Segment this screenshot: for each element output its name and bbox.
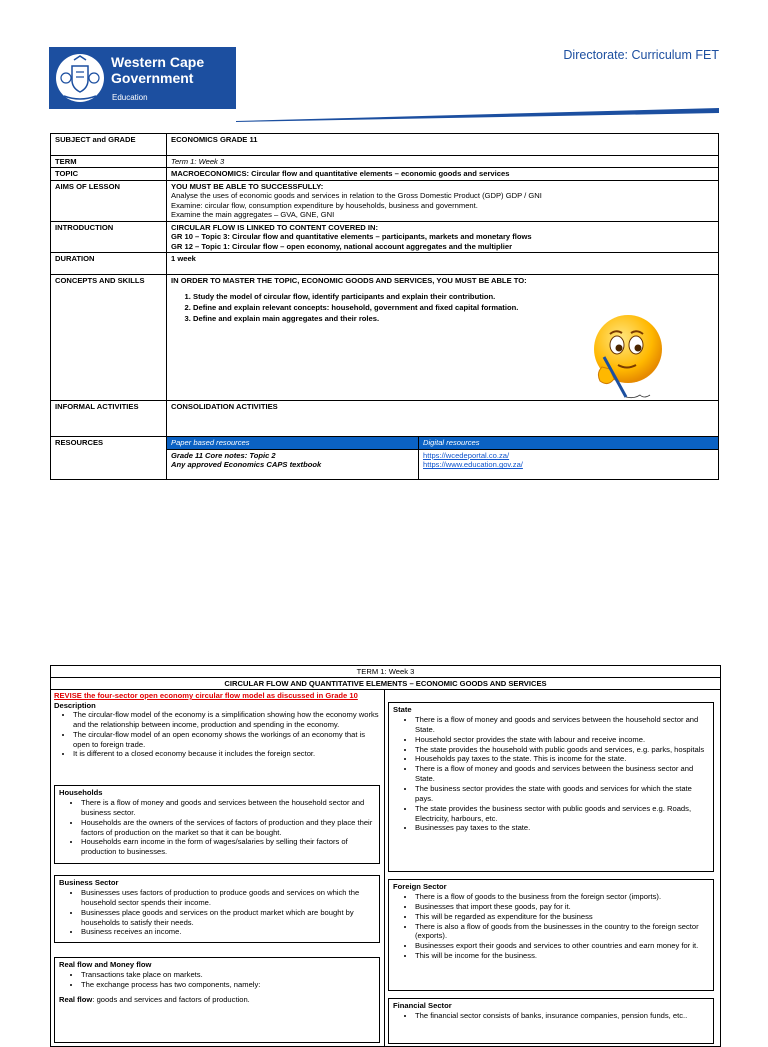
list-item: • There is a flow of goods to the business from the foreign sector (imports). [415,892,709,902]
aims-line: Examine: circular flow, consumption expenditure by households, business and government. [171,200,478,210]
aims-cell [167,180,719,221]
week-title: TERM 1: Week 3 [51,666,720,678]
week-subtitle: CIRCULAR FLOW AND QUANTITATIVE ELEMENTS – ECONOMIC GOODS AND SERVICES [51,678,720,690]
concepts-label: CONCEPTS AND SKILLS [51,275,167,401]
list-item: • There is also a flow of goods from the businesses in the country to the foreign sector (exports). [415,922,709,942]
list-item: • The exchange process has two components, namely: [81,980,375,990]
description-list [51,710,384,759]
state-title: State [393,705,412,714]
introduction-label: INTRODUCTION [51,221,167,252]
revise-note: REVISE the four-sector open economy circular flow model as discussed in Grade 10 [54,691,358,700]
financial-sector-box [388,998,714,1044]
financial-title: Financial Sector [393,1001,452,1010]
foreign-list [393,892,709,961]
paper-resource-item: Grade 11 Core notes: Topic 2 [171,450,276,460]
digital-resources-header: Digital resources [419,437,719,449]
week-content-table [50,665,721,1047]
households-box [54,785,380,864]
topic-value: MACROECONOMICS: Circular flow and quantitative elements – economic goods and services [167,168,719,180]
resources-label: RESOURCES [51,437,167,479]
list-item: • The financial sector consists of banks, insurance companies, pension funds, etc.. [415,1011,709,1021]
term-label: TERM [51,156,167,168]
left-column [51,690,385,1046]
duration-label: DURATION [51,253,167,275]
informal-activities-label: INFORMAL ACTIVITIES [51,401,167,437]
business-list [59,888,375,937]
list-item: • Businesses that import these goods, pay for it. [415,902,709,912]
paper-resource-item: Any approved Economics CAPS textbook [171,460,322,470]
realflow-text: : goods and services and factors of production. [92,994,250,1004]
households-title: Households [59,788,103,797]
list-item: • The state provides the household with public goods and services, e.g. parks, hospitals [415,745,709,755]
concepts-heading: IN ORDER TO MASTER THE TOPIC, ECONOMIC GOODS AND SERVICES, YOU MUST BE ABLE TO: [171,276,527,286]
lesson-plan-table [50,133,719,480]
duration-value: 1 week [167,253,719,275]
realflow-list [59,970,375,990]
realflow-label: Real flow [59,994,93,1004]
education-gov-link[interactable]: https://www.education.gov.za/ [423,460,523,470]
digital-resources-cell [419,449,719,479]
list-item: • Businesses place goods and services on the product market which are bought by households to satisfy their needs. [81,908,375,928]
description-title: Description [54,701,96,710]
aims-label: AIMS OF LESSON [51,180,167,221]
directorate-label: Directorate: Curriculum FET [563,48,719,62]
coat-of-arms-icon [54,52,106,104]
list-item: • Households pay taxes to the state. This is income for the state. [415,754,709,764]
header-swoosh [236,100,719,122]
list-item: • This will be regarded as expenditure for the business [415,912,709,922]
term-value: Term 1: Week 3 [167,156,719,168]
informal-activities-value: CONSOLIDATION ACTIVITIES [167,401,719,437]
list-item: • Transactions take place on markets. [81,970,375,980]
introduction-cell [167,221,719,252]
logo-line-2: Government [111,70,194,86]
state-box [388,702,714,872]
list-item: • There is a flow of money and goods and services between the business sector and State. [415,764,709,784]
households-list [59,798,375,857]
wced-portal-link[interactable]: https://wcedeportal.co.za/ [423,450,510,460]
topic-label: TOPIC [51,168,167,180]
list-item: • Businesses uses factors of production to produce goods and services on which the household sector spends their income. [81,888,375,908]
list-item: • Business receives an income. [81,927,375,937]
state-list [393,715,709,833]
realflow-definition [59,995,375,1004]
list-item: • Households earn income in the form of wages/salaries by selling their factors of production to businesses. [81,837,375,857]
financial-list [393,1011,709,1021]
list-item: • Households are the owners of the services of factors of production and they place their factors of production on the market so that it can be bought. [81,818,375,838]
realflow-title: Real flow and Money flow [59,960,152,969]
intro-line: GR 12 – Topic 1: Circular flow – open economy, national account aggregates and the multiplier [171,241,513,251]
logo-line-1: Western Cape [111,54,205,70]
list-item: • The circular-flow model of an open economy shows the workings of an economy that is open to foreign trade. [73,730,384,750]
western-cape-logo [49,47,236,109]
list-item: • Businesses export their goods and services to other countries and earn money for it. [415,941,709,951]
list-item: • The business sector provides the state with goods and services for which the state pays. [415,784,709,804]
subject-label: SUBJECT and GRADE [51,134,167,156]
list-item: • This will be income for the business. [415,951,709,961]
list-item: • There is a flow of money and goods and services between the household sector and business sector. [81,798,375,818]
business-sector-box [54,875,380,943]
intro-line: GR 10 – Topic 3: Circular flow and quantitative elements – participants, markets and monetary flows [171,232,532,242]
intro-line: CIRCULAR FLOW IS LINKED TO CONTENT COVERED IN: [171,222,378,232]
foreign-title: Foreign Sector [393,882,447,891]
concept-step: 1. Study the model of circular flow, identify participants and explain their contribution. [193,292,714,302]
subject-value: ECONOMICS GRADE 11 [167,134,719,156]
list-item: • Household sector provides the state with labour and receive income. [415,735,709,745]
aims-line: Examine the main aggregates – GVA, GNE, GNI [171,210,335,220]
paper-resources-header: Paper based resources [167,437,419,449]
business-title: Business Sector [59,878,119,887]
aims-line: Analyse the uses of economic goods and services in relation to the Gross Domestic Product (GDP) GDP / GNI [171,191,542,201]
aims-heading: YOU MUST BE ABLE TO SUCCESSFULLY: [171,181,324,191]
foreign-sector-box [388,879,714,991]
real-money-flow-box [54,957,380,1043]
paper-resources-cell [167,449,419,479]
list-item: • Businesses pay taxes to the state. [415,823,709,833]
list-item: • There is a flow of money and goods and services between the household sector and State. [415,715,709,735]
concept-step: 3. Define and explain main aggregates and their roles. [193,314,714,324]
list-item: • The state provides the business sector with public goods and services e.g. Roads, Electricity, harbours, etc. [415,804,709,824]
list-item: • The circular-flow model of the economy is a simplification showing how the economy works and the relationship between income, production and spending in the economy. [73,710,384,730]
list-item: • It is different to a closed economy because it includes the foreign sector. [73,749,384,759]
logo-line-3: Education [112,93,148,102]
thinking-emoji-icon [588,309,666,401]
right-column [385,690,720,1046]
concept-step: 2. Define and explain relevant concepts: household, government and fixed capital formation. [193,303,714,313]
